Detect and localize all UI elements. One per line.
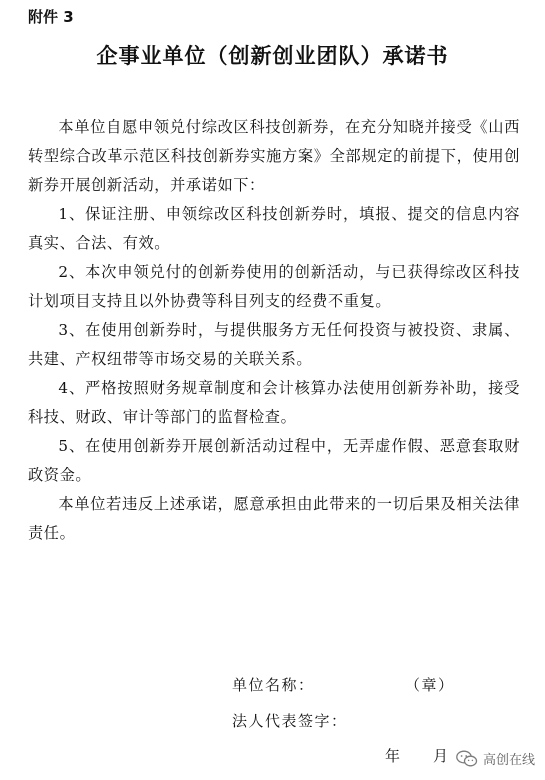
paragraph-item-5: 5、在使用创新券开展创新活动过程中，无弄虚作假、恶意套取财政资金。 (28, 437, 520, 484)
watermark-text: 高创在线 (482, 753, 535, 768)
legal-rep-signature-label: 法人代表签字： (232, 712, 348, 730)
attachment-label: 附件 3 (28, 8, 74, 26)
paragraph-item-3: 3、在使用创新券时，与提供服务方无任何投资与被投资、隶属、共建、产权纽带等市场交易的关联关系。 (28, 321, 520, 368)
wechat-icon (456, 750, 478, 768)
paragraph-item-1: 1、保证注册、申领综改区科技创新券时，填报、提交的信息内容真实、合法、有效。 (28, 205, 520, 252)
seal-label: （章） (405, 676, 455, 694)
paragraph-item-4: 4、严格按照财务规章制度和会计核算办法使用创新券补助，接受科技、财政、审计等部门的监督检查。 (28, 379, 520, 426)
year-label: 年 (385, 747, 402, 765)
month-label: 月 (433, 747, 450, 765)
unit-name-label: 单位名称： (232, 676, 315, 694)
paragraph-intro: 本单位自愿申领兑付综改区科技创新券，在充分知晓并接受《山西转型综合改革示范区科技创新券实施方案》全部规定的前提下，使用创新券开展创新活动，并承诺如下： (28, 118, 520, 194)
document-body (28, 113, 520, 548)
watermark (456, 749, 535, 768)
paragraph-item-2: 2、本次申领兑付的创新券使用的创新活动，与已获得综改区科技计划项目支持且以外协费等科目列支的经费不重复。 (28, 263, 520, 310)
paragraph-closing: 本单位若违反上述承诺，愿意承担由此带来的一切后果及相关法律责任。 (28, 495, 520, 542)
document-title: 企事业单位（创新创业团队）承诺书 (96, 44, 449, 68)
